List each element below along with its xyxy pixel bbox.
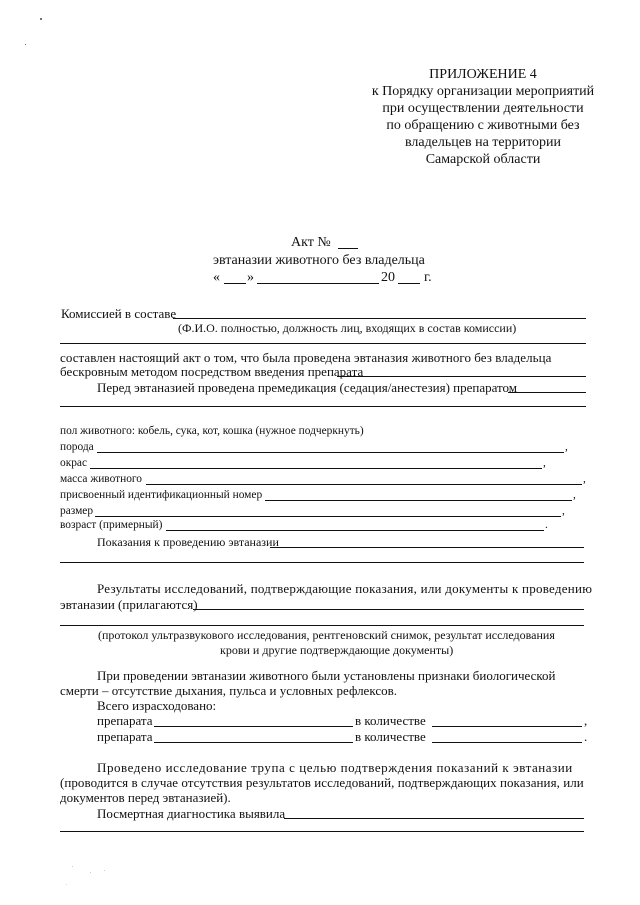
size-comma: , (562, 505, 565, 517)
color-label: окрас (60, 457, 88, 469)
death-signs-line1: При проведении эвтаназии животного были установлены признаки биологической (97, 668, 556, 683)
size-label: размер (60, 505, 94, 517)
appendix-header (318, 66, 640, 168)
premedication-label: Перед эвтаназией проведена премедикация (седация/анестезия) препаратом (97, 380, 518, 395)
premedication-field[interactable] (508, 392, 586, 393)
drug1-quantity-label: в количестве (355, 713, 426, 728)
breed-label: порода (60, 441, 94, 453)
results-hint1: (протокол ультразвукового исследования, рентгеновский снимок, результат исследования (98, 628, 555, 642)
drug1-quantity-field[interactable] (432, 726, 582, 727)
results-field-line2[interactable] (60, 625, 584, 626)
premedication-field-line2[interactable] (60, 406, 586, 407)
diagnostics-field[interactable] (284, 818, 584, 819)
scan-speck (72, 866, 73, 867)
appendix-line: владельцев на территории (404, 135, 562, 150)
results-hint2: крови и другие подтверждающие документы) (220, 643, 454, 657)
drug1-label: препарата (97, 713, 153, 728)
commission-label: Комиссией в составе (61, 306, 177, 321)
autopsy-line3: документов перед эвтаназией). (60, 790, 231, 805)
date-close-quote: » (247, 270, 254, 285)
scan-speck (104, 870, 105, 871)
id-number-field[interactable] (265, 500, 572, 501)
color-field[interactable] (90, 468, 542, 469)
date-year-field[interactable] (398, 283, 420, 284)
age-label: возраст (примерный) (60, 519, 163, 531)
commission-field-line2[interactable] (60, 343, 586, 344)
size-field[interactable] (95, 516, 561, 517)
commission-field[interactable] (173, 318, 586, 319)
appendix-line: по обращению с животными без (386, 118, 580, 133)
act-number-field[interactable] (338, 248, 358, 249)
autopsy-line1: Проведено исследование трупа с целью подтверждения показаний к эвтаназии (97, 760, 573, 775)
act-subtitle: эвтаназии животного без владельца (213, 253, 425, 268)
date-day-field[interactable] (224, 283, 246, 284)
scan-speck (66, 884, 67, 885)
date-month-field[interactable] (257, 283, 379, 284)
results-line1: Результаты исследований, подтверждающие показания, или документы к проведению (97, 581, 593, 596)
drug2-quantity-label: в количестве (355, 729, 426, 744)
date-year-prefix: 20 (381, 270, 395, 285)
id-number-comma: , (573, 489, 576, 501)
scan-speck (40, 18, 42, 20)
age-period: . (545, 519, 548, 531)
act-statement-line1: составлен настоящий акт о том, что была проведена эвтаназия животного без владельца (60, 350, 552, 365)
indications-label: Показания к проведению эвтаназии (97, 535, 279, 549)
appendix-line: к Порядку организации мероприятий (371, 84, 595, 99)
scan-speck (90, 872, 91, 873)
drug-field[interactable] (337, 376, 586, 377)
spent-label: Всего израсходовано: (97, 698, 217, 713)
id-number-label: присвоенный идентификационный номер (60, 489, 263, 501)
drug2-quantity-field[interactable] (432, 742, 582, 743)
commission-hint: (Ф.И.О. полностью, должность лиц, входящих в состав комиссии) (178, 321, 517, 335)
date-year-suffix: г. (424, 270, 432, 285)
death-signs-line2: смерти – отсутствие дыхания, пульса и условных рефлексов. (60, 683, 397, 698)
color-comma: , (543, 457, 546, 469)
date-open-quote: « (213, 270, 220, 285)
drug2-label: препарата (97, 729, 153, 744)
indications-field-line2[interactable] (60, 562, 584, 563)
mass-field[interactable] (146, 484, 582, 485)
act-title: Акт № (291, 235, 331, 250)
drug1-field[interactable] (154, 726, 353, 727)
autopsy-line2: (проводится в случае отсутствия результатов исследований, подтверждающих показания, или (60, 775, 584, 790)
drug1-comma: , (584, 713, 588, 728)
mass-comma: , (583, 473, 586, 485)
act-statement-line2: бескровным методом посредством введения препарата (60, 364, 364, 379)
breed-field[interactable] (97, 452, 564, 453)
age-field[interactable] (166, 530, 544, 531)
breed-comma: , (565, 441, 568, 453)
drug2-field[interactable] (154, 742, 353, 743)
mass-label: масса животного (60, 473, 143, 485)
scan-speck (25, 44, 26, 45)
drug2-period: . (584, 729, 588, 744)
diagnostics-field-line2[interactable] (60, 831, 584, 832)
appendix-line: при осуществлении деятельности (382, 101, 584, 116)
results-line2: эвтаназии (прилагаются) (60, 597, 198, 612)
indications-field[interactable] (270, 547, 584, 548)
results-field[interactable] (193, 609, 584, 610)
appendix-line: Самарской области (425, 152, 541, 167)
animal-sex-label: пол животного: кобель, сука, кот, кошка (нужное подчеркнуть) (60, 425, 364, 437)
appendix-title: ПРИЛОЖЕНИЕ 4 (429, 67, 537, 82)
diagnostics-label: Посмертная диагностика выявила (97, 806, 286, 821)
